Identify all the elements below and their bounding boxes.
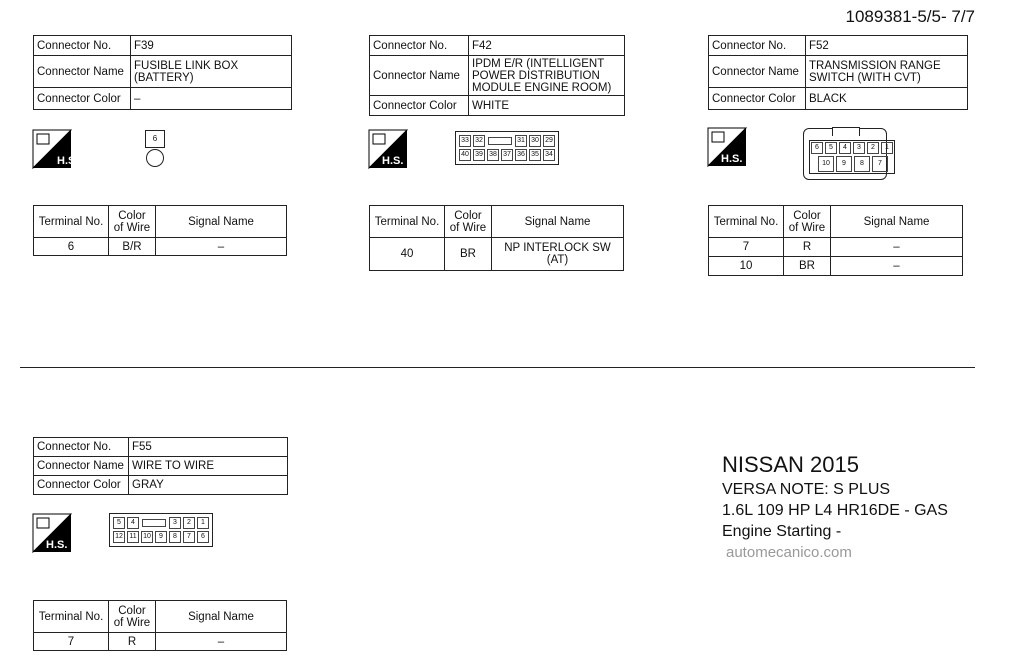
connector-info-f42 [369, 35, 625, 116]
signal-name: NP INTERLOCK SW (AT) [492, 238, 624, 271]
pin: 3 [853, 142, 865, 154]
table-row [709, 238, 963, 257]
wire-color: R [109, 633, 156, 651]
wire-color: B/R [109, 238, 156, 256]
terminal-no: 7 [709, 238, 784, 257]
source-site: automecanico.com [726, 544, 852, 561]
hs-label: H.S. [382, 155, 404, 167]
label-connector-color: Connector Color [370, 96, 469, 116]
th-signal-name: Signal Name [156, 206, 287, 238]
signal-name: – [156, 238, 287, 256]
pin: 6 [811, 142, 823, 154]
hs-label: H.S. [57, 155, 79, 167]
connector-info-f39 [33, 35, 292, 110]
connector-info-f55 [33, 437, 288, 495]
label-connector-name: Connector Name [370, 56, 469, 96]
pin: 33 [459, 135, 471, 147]
th-terminal-no: Terminal No. [34, 601, 109, 633]
pin: 10 [141, 531, 153, 543]
th-terminal-no: Terminal No. [34, 206, 109, 238]
label-connector-no: Connector No. [709, 36, 806, 56]
pin: 38 [487, 149, 499, 161]
connector-name-value: FUSIBLE LINK BOX (BATTERY) [131, 56, 292, 88]
connector-info-f52 [708, 35, 968, 110]
label-connector-no: Connector No. [34, 36, 131, 56]
connector-face-f52 [803, 128, 887, 180]
pin: 7 [183, 531, 195, 543]
pin: 29 [543, 135, 555, 147]
connector-name-value: IPDM E/R (INTELLIGENT POWER DISTRIBUTION MODULE ENGINE ROOM) [469, 56, 625, 96]
pin: 8 [854, 156, 870, 172]
pin: 1 [197, 517, 209, 529]
vehicle-info [722, 452, 948, 561]
connector-face-f42 [455, 131, 559, 165]
pin: 6 [197, 531, 209, 543]
connector-color-value: BLACK [806, 88, 968, 110]
system-name: Engine Starting - [722, 523, 842, 540]
connector-no-value: F42 [469, 36, 625, 56]
connector-color-value: WHITE [469, 96, 625, 116]
signal-name: – [831, 257, 963, 276]
th-signal-name: Signal Name [831, 206, 963, 238]
hs-icon [708, 128, 746, 166]
th-color-of-wire: Color of Wire [445, 206, 492, 238]
pin: 5 [825, 142, 837, 154]
th-terminal-no: Terminal No. [370, 206, 445, 238]
pin: 7 [872, 156, 888, 172]
pin: 31 [515, 135, 527, 147]
model-name: VERSA NOTE: S PLUS [722, 481, 891, 498]
make-year: NISSAN 2015 [722, 452, 859, 477]
label-connector-no: Connector No. [34, 438, 129, 457]
pin: 39 [473, 149, 485, 161]
engine-spec: 1.6L 109 HP L4 HR16DE - GAS [722, 502, 948, 519]
pin-6: 6 [145, 130, 165, 148]
pin: 1 [881, 142, 893, 154]
table-row [709, 257, 963, 276]
connector-name-value: WIRE TO WIRE [129, 457, 288, 476]
hs-label: H.S. [46, 539, 68, 551]
terminal-table-f39 [33, 205, 287, 256]
latch-icon [832, 127, 860, 136]
label-connector-color: Connector Color [34, 88, 131, 110]
table-row [34, 633, 287, 651]
pin: 2 [183, 517, 195, 529]
document-id: 1089381-5/5- 7/7 [845, 7, 975, 26]
label-connector-no: Connector No. [370, 36, 469, 56]
th-color-of-wire: Color of Wire [109, 206, 156, 238]
table-row [34, 238, 287, 256]
pin: 11 [127, 531, 139, 543]
terminal-no: 10 [709, 257, 784, 276]
terminal-table-f55 [33, 600, 287, 651]
label-connector-name: Connector Name [34, 56, 131, 88]
pin: 10 [818, 156, 834, 172]
pin: 9 [155, 531, 167, 543]
connector-face-f39 [145, 130, 165, 167]
section-divider [20, 367, 975, 368]
terminal-no: 40 [370, 238, 445, 271]
signal-name: – [156, 633, 287, 651]
pin: 4 [127, 517, 139, 529]
pin: 37 [501, 149, 513, 161]
terminal-table-f42 [369, 205, 624, 271]
hs-label: H.S. [721, 153, 743, 165]
th-color-of-wire: Color of Wire [784, 206, 831, 238]
connector-name-value: TRANSMISSION RANGE SWITCH (WITH CVT) [806, 56, 968, 88]
hs-icon [33, 130, 79, 168]
connector-face-f55 [109, 513, 213, 547]
hs-icon [33, 514, 71, 552]
pin: 8 [169, 531, 181, 543]
table-row [370, 238, 624, 271]
pin: 30 [529, 135, 541, 147]
th-terminal-no: Terminal No. [709, 206, 784, 238]
terminal-no: 7 [34, 633, 109, 651]
pin: 3 [169, 517, 181, 529]
latch-icon [142, 519, 166, 527]
connector-no-value: F55 [129, 438, 288, 457]
label-connector-name: Connector Name [709, 56, 806, 88]
pin: 12 [113, 531, 125, 543]
signal-name: – [831, 238, 963, 257]
latch-icon [488, 137, 512, 145]
label-connector-color: Connector Color [709, 88, 806, 110]
connector-no-value: F52 [806, 36, 968, 56]
pin: 40 [459, 149, 471, 161]
pin-block [809, 140, 895, 174]
hs-icon [369, 130, 407, 168]
circle-pin-icon [146, 149, 164, 167]
wire-color: BR [784, 257, 831, 276]
pin: 32 [473, 135, 485, 147]
th-signal-name: Signal Name [156, 601, 287, 633]
terminal-table-f52 [708, 205, 963, 276]
wire-color: BR [445, 238, 492, 271]
pin: 5 [113, 517, 125, 529]
wire-color: R [784, 238, 831, 257]
connector-color-value: GRAY [129, 476, 288, 495]
label-connector-name: Connector Name [34, 457, 129, 476]
th-color-of-wire: Color of Wire [109, 601, 156, 633]
pin: 34 [543, 149, 555, 161]
pin: 36 [515, 149, 527, 161]
pin: 4 [839, 142, 851, 154]
pin: 9 [836, 156, 852, 172]
pin: 35 [529, 149, 541, 161]
th-signal-name: Signal Name [492, 206, 624, 238]
pin: 2 [867, 142, 879, 154]
connector-color-value: – [131, 88, 292, 110]
terminal-no: 6 [34, 238, 109, 256]
label-connector-color: Connector Color [34, 476, 129, 495]
connector-no-value: F39 [131, 36, 292, 56]
